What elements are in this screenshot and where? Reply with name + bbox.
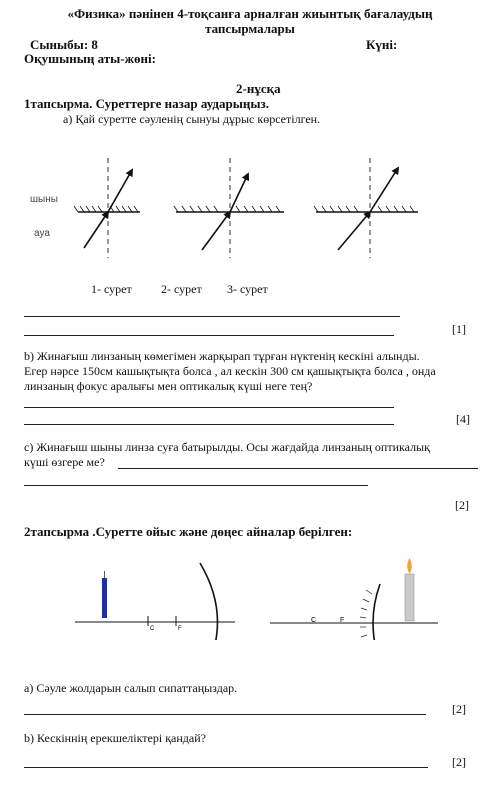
convex-mirror: [373, 584, 380, 640]
refraction-figure: [20, 150, 490, 270]
answer-line[interactable]: [24, 316, 400, 317]
concave-mirror: [200, 563, 218, 640]
class-label: Сыныбы: 8: [30, 37, 98, 52]
task1-b-question-l1: b) Жинағыш линзаның көмегімен жарқырап тұрған нүктенің кескіні алынды.: [24, 349, 420, 363]
task1-b-question-l2: Егер нәрсе 150см кашықтықта болса , ал кескін 300 см қашықтықта болса , онда: [24, 364, 436, 378]
worksheet-title-line1: «Физика» пәнінен 4-тоқсанға арналған жиынтық бағалаудың: [67, 6, 433, 21]
caption-3: 3- сурет: [227, 282, 268, 296]
task1-a-question: а) Қай суретте сәуленің сынуы дұрыс көрсетілген.: [63, 112, 321, 126]
diagram-2: [174, 158, 284, 258]
answer-line[interactable]: [118, 468, 478, 469]
task2-title: 2тапсырма .Суретте ойыс және дөңес айналар берілген:: [24, 524, 353, 539]
answer-line[interactable]: [24, 407, 394, 408]
task2-a-question: а) Сәуле жолдарын салып сипаттаңыздар.: [24, 681, 238, 695]
concave-mirror-figure: [70, 555, 250, 640]
air-label: ауа: [34, 228, 50, 239]
answer-line[interactable]: [24, 335, 394, 336]
candle-object: [405, 574, 414, 621]
task1-c-marks: [2]: [455, 498, 469, 512]
answer-line[interactable]: [24, 714, 426, 715]
diagram-3: [314, 158, 418, 258]
convex-c-label: C: [311, 617, 317, 624]
answer-line[interactable]: [24, 767, 428, 768]
task2-b-marks: [2]: [452, 755, 466, 769]
convex-f-label: F: [340, 617, 345, 624]
concave-c-label: C: [150, 626, 155, 632]
task1-title: 1тапсырма. Суреттерге назар аударыңыз.: [24, 96, 269, 111]
task1-a-marks: [1]: [452, 322, 466, 336]
date-label: Күні:: [366, 37, 398, 52]
concave-f-label: F: [178, 626, 182, 632]
diagram-1: [74, 158, 140, 258]
variant-label: 2-нұсқа: [236, 81, 281, 96]
worksheet-title-line2: тапсырмалары: [205, 21, 295, 36]
student-name-label: Оқушының аты-жөні:: [24, 51, 156, 66]
convex-mirror-figure: [268, 550, 448, 640]
task1-c-question-l1: с) Жинағыш шыны линза суға батырылды. Осы жағдайда линзаның оптикалық: [24, 440, 430, 454]
glass-label: шыны: [30, 194, 58, 205]
caption-2: 2- сурет: [161, 282, 202, 296]
candle-object: [102, 578, 107, 618]
task1-b-marks: [4]: [456, 412, 470, 426]
task1-b-question-l3: линзаның фокус аралығы мен оптикалық күші неге тең?: [24, 379, 313, 393]
task2-a-marks: [2]: [452, 702, 466, 716]
caption-1: 1- сурет: [91, 282, 132, 296]
answer-line[interactable]: [24, 485, 368, 486]
task1-c-question-l2: күші өзгере ме?: [24, 455, 105, 469]
candle-flame: [407, 558, 412, 574]
answer-line[interactable]: [24, 424, 394, 425]
task2-b-question: b) Кескіннің ерекшеліктері қандай?: [24, 731, 206, 745]
